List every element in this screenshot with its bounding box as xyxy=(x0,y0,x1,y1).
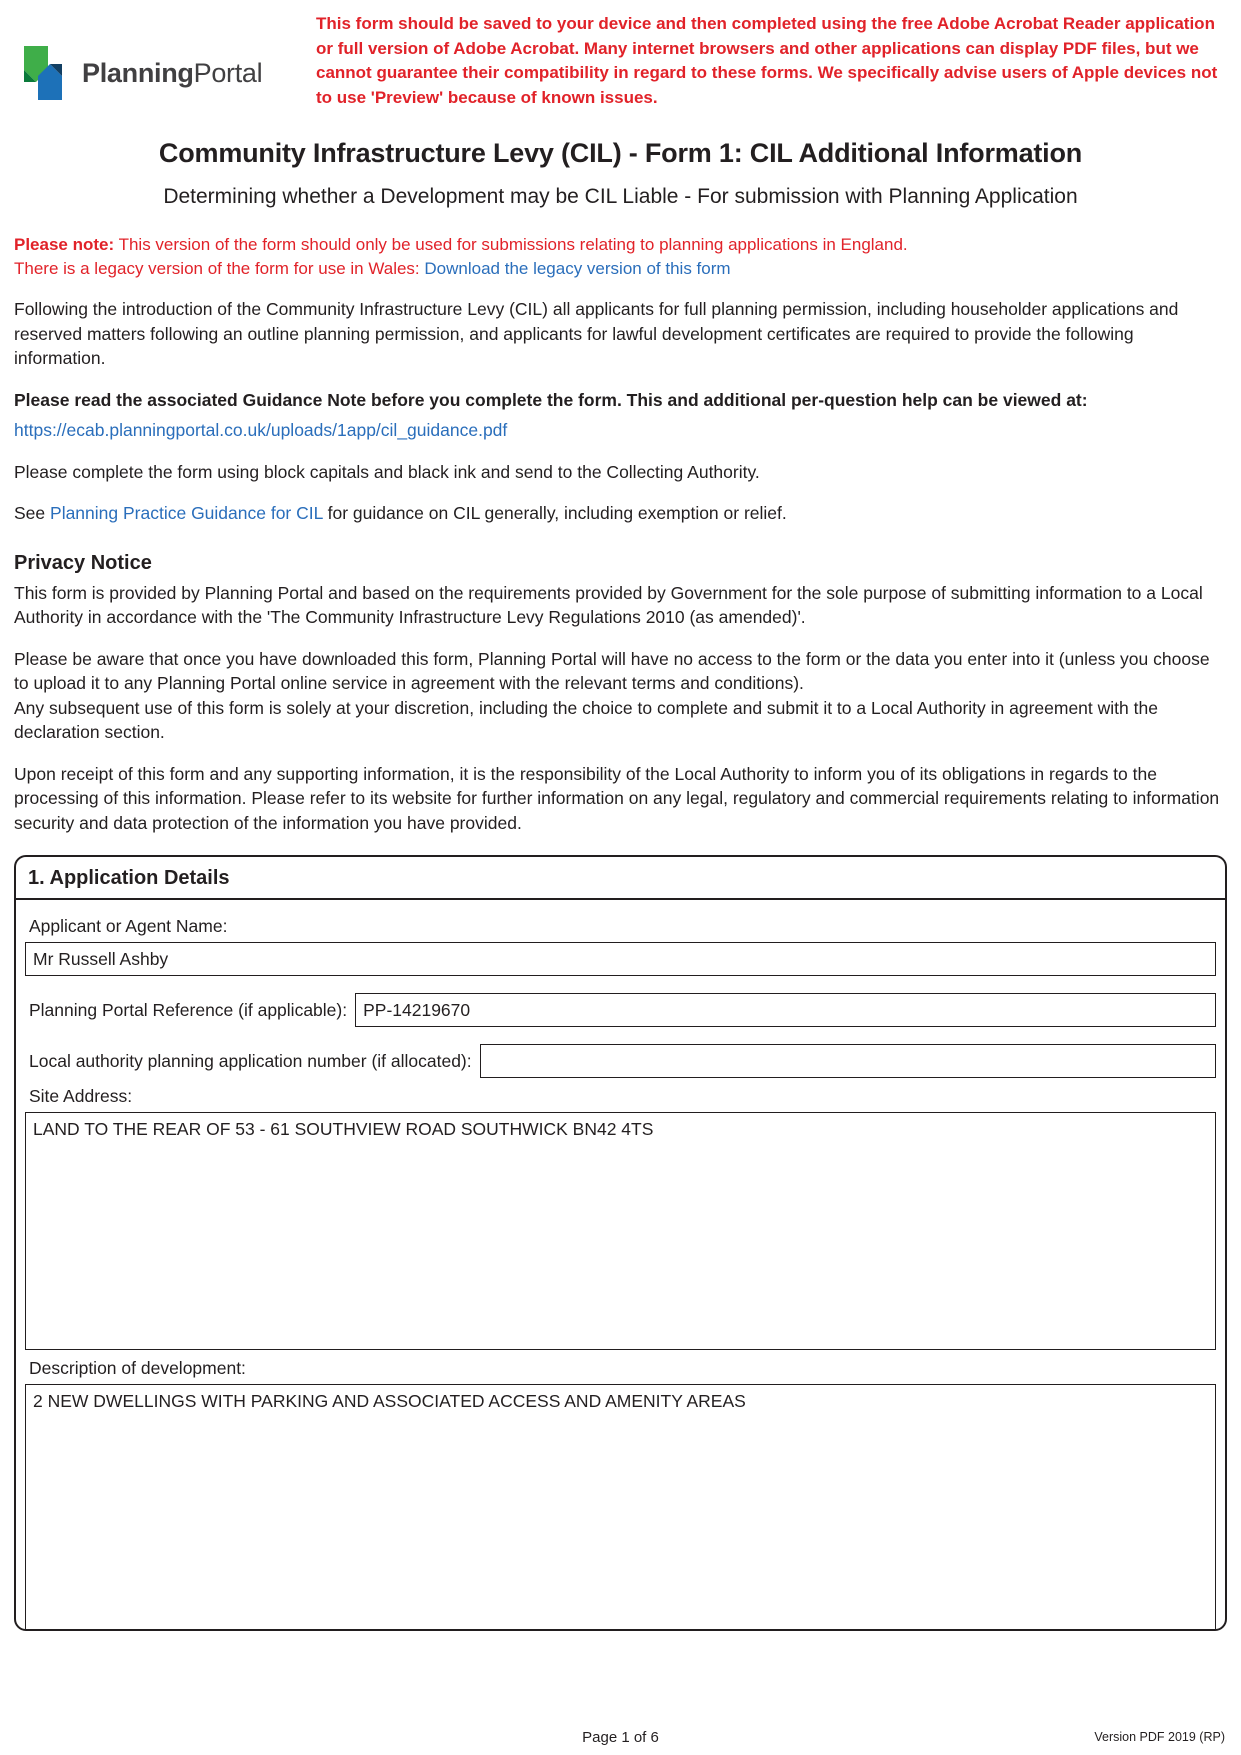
privacy-paragraph-3: Upon receipt of this form and any supporting information, it is the responsibility of the Local Authority to inform you of its obligations in regards to the processing of this information. Please refer to its website for further information on any legal, regulatory and commercial requirements relating to information security and data protection of the information you have provided. xyxy=(14,763,1220,833)
see-guidance-line xyxy=(14,501,1227,526)
form-title: Community Infrastructure Levy (CIL) - Form 1: CIL Additional Information xyxy=(158,138,1083,168)
england-only-note xyxy=(14,233,1227,280)
acrobat-warning-text: This form should be saved to your device and then completed using the free Adobe Acrobat Reader application or full version of Adobe Acrobat. Many internet browsers and other applications can display PDF files, but we cannot guarantee their compatibility in regard to these forms. We specifically advise users of Apple devices not to use 'Preview' because of known issues. xyxy=(316,14,1218,107)
note-label: Please note: xyxy=(14,235,115,254)
applicant-name-label: Applicant or Agent Name: xyxy=(29,916,228,936)
description-label: Description of development: xyxy=(29,1358,246,1378)
application-details-section xyxy=(14,855,1227,1631)
page-number: Page 1 of 6 xyxy=(582,1729,659,1746)
site-address-label: Site Address: xyxy=(29,1086,133,1106)
privacy-p2-part-b: Any subsequent use of this form is solely at your discretion, including the choice to complete and submit it to a Local Authority in agreement with the declaration section. xyxy=(14,697,1158,742)
block-capitals-instruction: Please complete the form using block capitals and black ink and send to the Collecting Authority. xyxy=(14,461,760,482)
guidance-note-text: Please read the associated Guidance Note before you complete the form. This and additional per-question help can be viewed at: xyxy=(14,389,1088,410)
guidance-link-line xyxy=(14,418,1227,443)
planning-portal-wordmark xyxy=(82,58,262,89)
version-label: Version PDF 2019 (RP) xyxy=(1094,1730,1225,1744)
privacy-notice-heading: Privacy Notice xyxy=(14,551,152,574)
la-number-row xyxy=(25,1044,1216,1078)
form-subtitle: Determining whether a Development may be CIL Liable - For submission with Planning Application xyxy=(163,185,1078,208)
site-address-input[interactable] xyxy=(25,1112,1216,1350)
planning-practice-guidance-link[interactable]: Planning Practice Guidance for CIL xyxy=(50,503,323,523)
privacy-paragraph-2 xyxy=(14,647,1227,745)
note-line2: There is a legacy version of the form for use in Wales: xyxy=(14,258,420,278)
application-details-heading: 1. Application Details xyxy=(16,857,1225,900)
description-input[interactable] xyxy=(25,1384,1216,1630)
guidance-pdf-link[interactable]: https://ecab.planningportal.co.uk/uploads/1app/cil_guidance.pdf xyxy=(14,420,508,440)
see-prefix: See xyxy=(14,503,46,523)
planning-portal-logo xyxy=(14,44,316,102)
pp-reference-row xyxy=(25,993,1216,1027)
wordmark-portal: Portal xyxy=(193,57,263,88)
la-number-label: Local authority planning application number (if allocated): xyxy=(29,1050,472,1071)
wordmark-planning: Planning xyxy=(82,57,194,88)
privacy-p2-part-a: Please be aware that once you have downloaded this form, Planning Portal will have no access to the form or the data you enter into it (unless you choose to upload it to any Planning Portal online service in agreement with the relevant terms and conditions). xyxy=(14,648,1210,693)
legacy-version-link[interactable]: Download the legacy version of this form xyxy=(424,258,731,278)
privacy-paragraph-1: This form is provided by Planning Portal and based on the requirements provided by Government for the sole purpose of submitting information to a Local Authority in accordance with the 'The Community Infrastructure Levy Regulations 2010 (as amended)'. xyxy=(14,582,1203,627)
application-details-body xyxy=(16,900,1225,1630)
pp-reference-label: Planning Portal Reference (if applicable): xyxy=(29,999,348,1020)
pp-reference-input[interactable] xyxy=(355,993,1216,1027)
see-suffix: for guidance on CIL generally, including exemption or relief. xyxy=(327,503,787,523)
note-line1: This version of the form should only be used for submissions relating to planning applications in England. xyxy=(118,235,908,254)
intro-paragraph: Following the introduction of the Community Infrastructure Levy (CIL) all applicants for full planning permission, including householder applications and reserved matters following an outline planning permission, and applicants for lawful development certificates are required to provide the following information. xyxy=(14,299,1179,368)
applicant-name-input[interactable] xyxy=(25,942,1216,976)
la-number-input[interactable] xyxy=(480,1044,1216,1078)
page-header xyxy=(0,0,1241,110)
planning-portal-logo-icon xyxy=(14,44,72,102)
